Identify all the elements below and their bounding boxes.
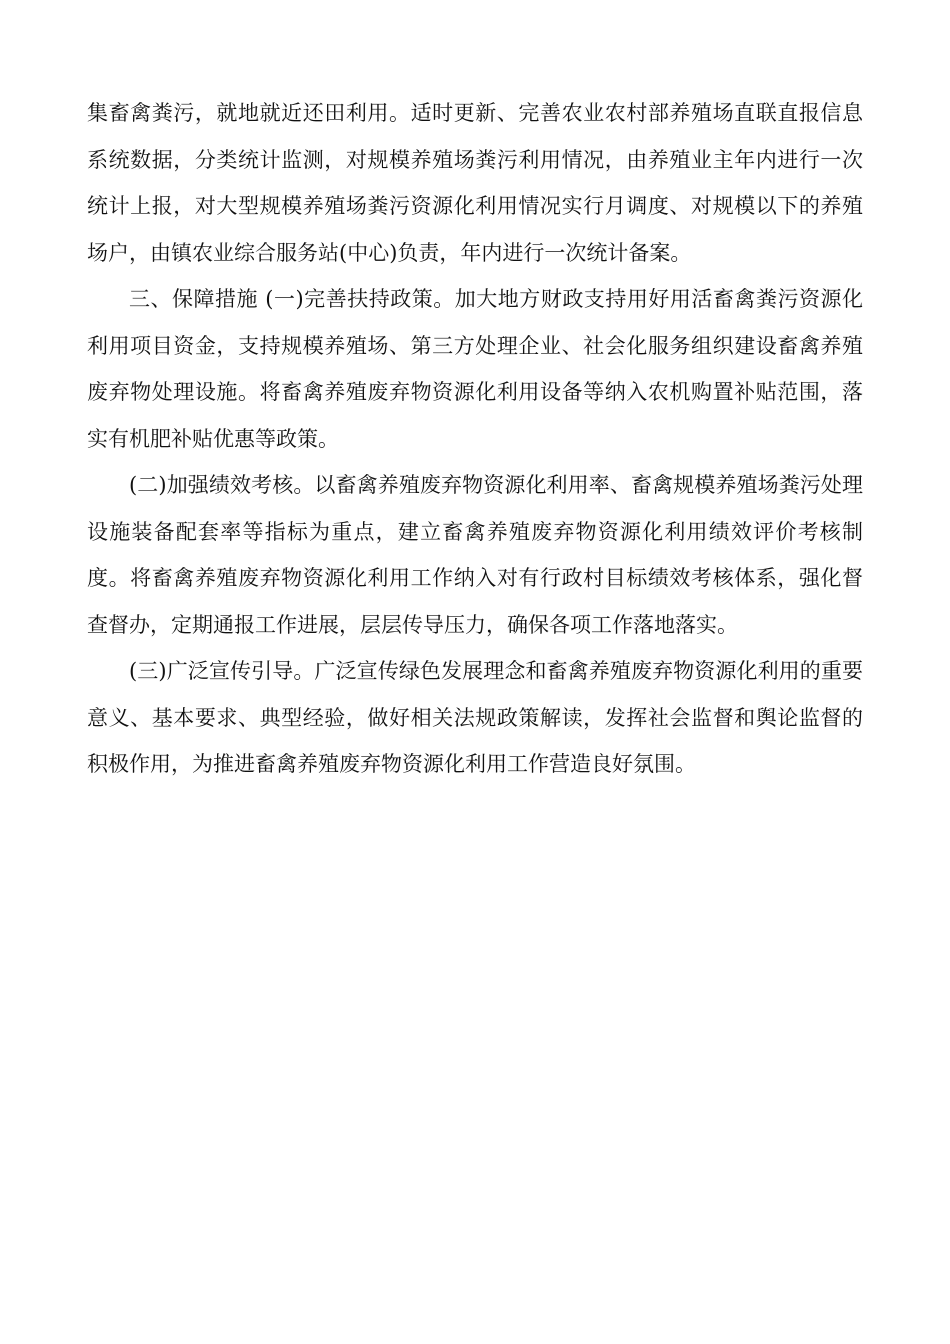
document-body: [87, 90, 863, 788]
paragraph-performance-assessment: (二)加强绩效考核。以畜禽养殖废弃物资源化利用率、畜禽规模养殖场粪污处理设施装备配套率等指标为重点，建立畜禽养殖废弃物资源化利用绩效评价考核制度。将畜禽养殖废弃物资源化利用工作纳入对有行政村目标绩效考核体系，强化督查督办，定期通报工作进展，层层传导压力，确保各项工作落地落实。: [87, 473, 863, 637]
paragraph-safeguard-measures: 三、保障措施 (一)完善扶持政策。加大地方财政支持用好用活畜禽粪污资源化利用项目资金，支持规模养殖场、第三方处理企业、社会化服务组织建设畜禽养殖废弃物处理设施。将畜禽养殖废弃物资源化利用设备等纳入农机购置补贴范围，落实有机肥补贴优惠等政策。: [87, 287, 863, 451]
paragraph-continuation: 集畜禽粪污，就地就近还田利用。适时更新、完善农业农村部养殖场直联直报信息系统数据，分类统计监测，对规模养殖场粪污利用情况，由养殖业主年内进行一次统计上报，对大型规模养殖场粪污资源化利用情况实行月调度、对规模以下的养殖场户，由镇农业综合服务站(中心)负责，年内进行一次统计备案。: [87, 101, 863, 265]
paragraph-publicity-guidance: (三)广泛宣传引导。广泛宣传绿色发展理念和畜禽养殖废弃物资源化利用的重要意义、基本要求、典型经验，做好相关法规政策解读，发挥社会监督和舆论监督的积极作用，为推进畜禽养殖废弃物资源化利用工作营造良好氛围。: [87, 659, 863, 776]
